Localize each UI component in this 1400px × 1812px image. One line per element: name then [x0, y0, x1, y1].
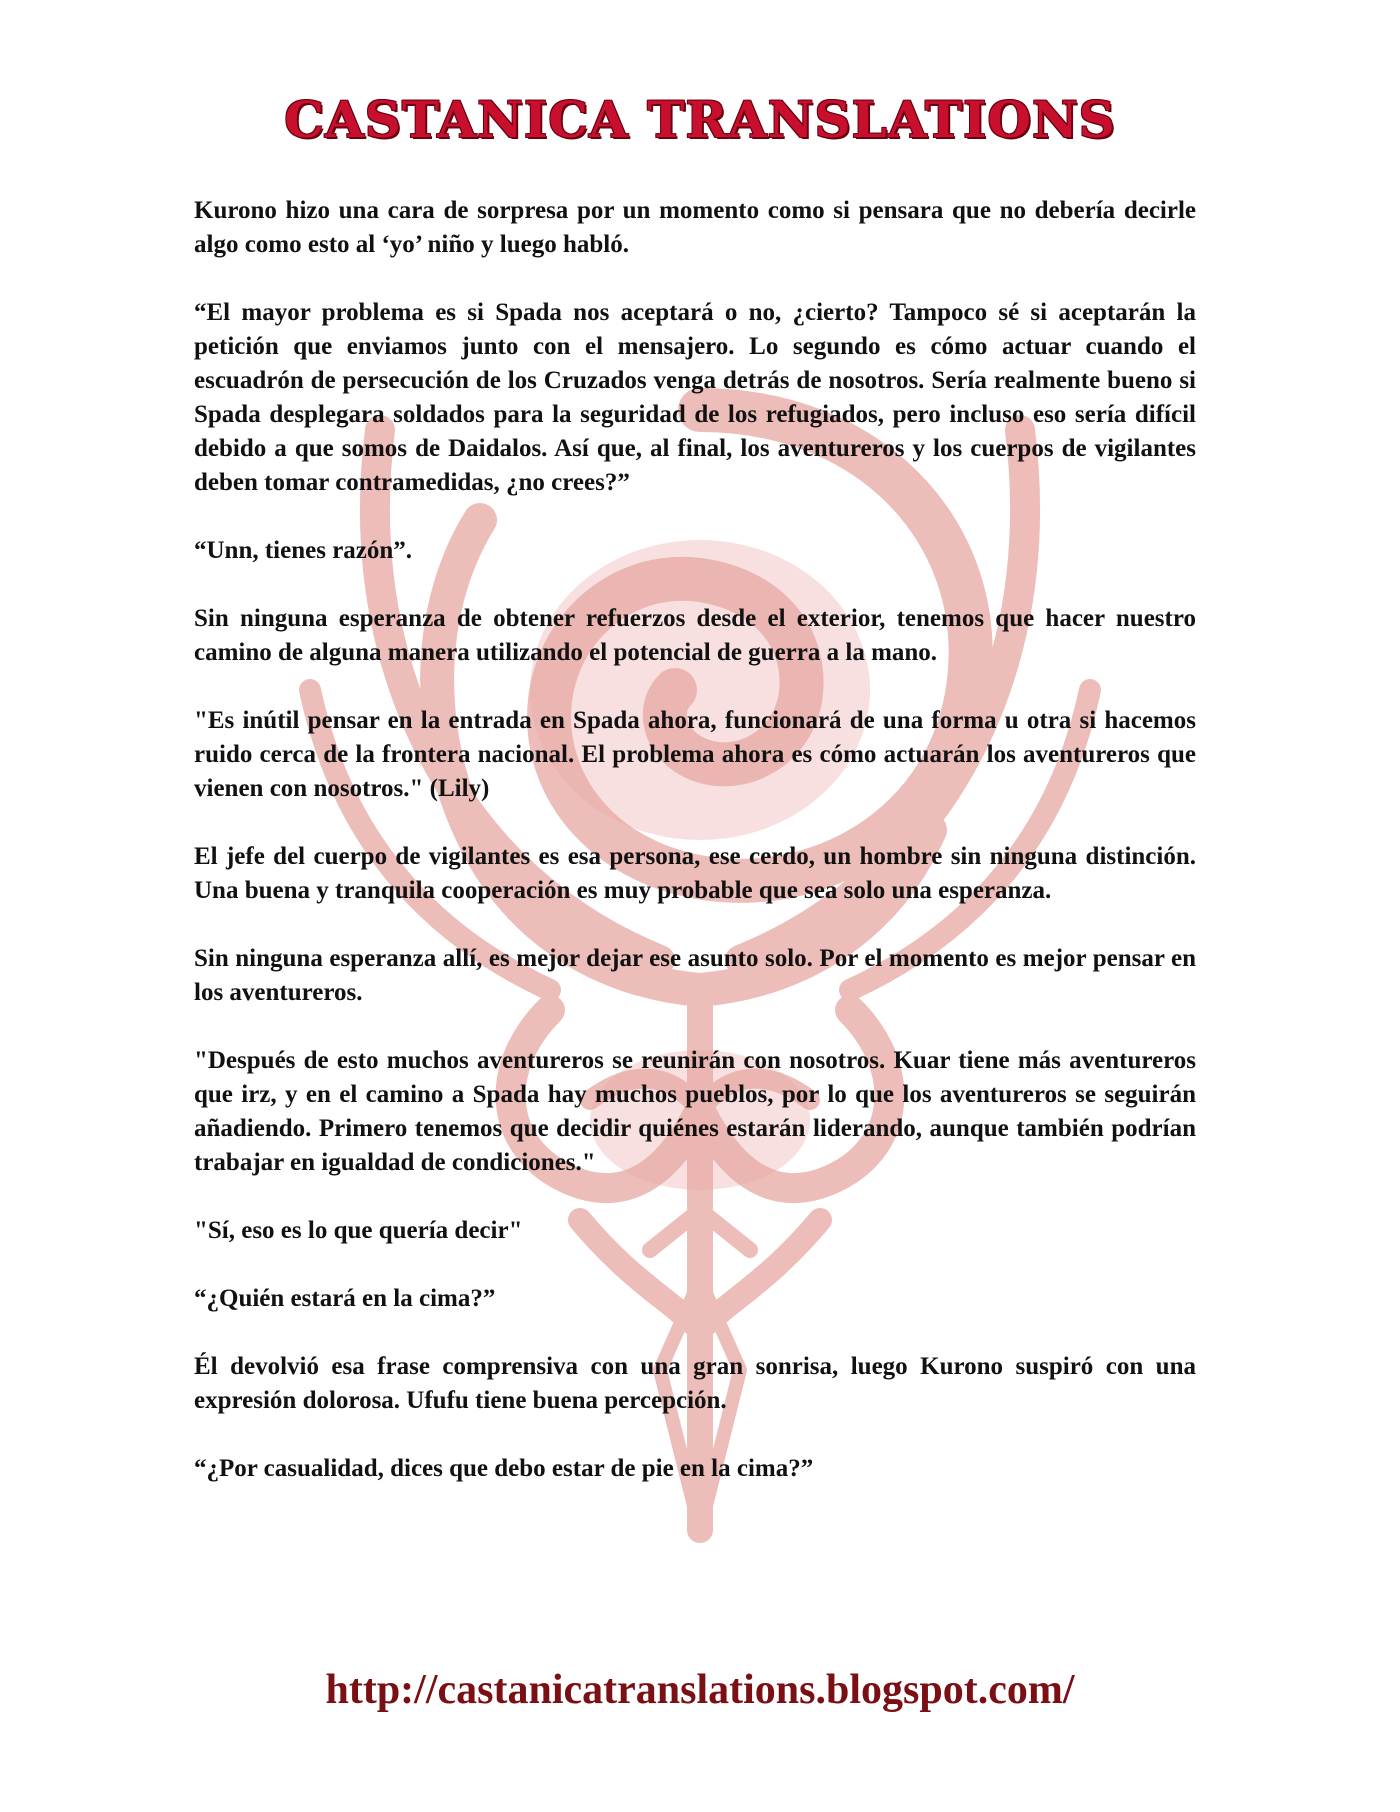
- paragraph: "Sí, eso es lo que quería decir": [194, 1217, 523, 1244]
- site-title: CASTANICA TRANSLATIONS: [284, 90, 1116, 149]
- page-header: [0, 90, 1400, 149]
- paragraph: “Unn, tienes razón”.: [194, 537, 413, 564]
- paragraph: “El mayor problema es si Spada nos aceptará o no, ¿cierto? Tampoco sé si aceptarán la petición que enviamos junto con el mensajero. Lo segundo es cómo actuar cuando el escuadrón de persecución de los Cruzados venga detrás de nosotros. Sería realmente bueno si Spada desplegara soldados para la seguridad de los refugiados, pero incluso eso sería difícil debido a que somos de Daidalos. Así que, al final, los aventureros y los cuerpos de vigilantes deben tomar contramedidas, ¿no crees?”: [194, 299, 1196, 496]
- paragraph: “¿Por casualidad, dices que debo estar de pie en la cima?”: [194, 1455, 814, 1482]
- paragraph: Sin ninguna esperanza de obtener refuerzos desde el exterior, tenemos que hacer nuestro camino de alguna manera utilizando el potencial de guerra a la mano.: [194, 605, 1196, 666]
- paragraph: “¿Quién estará en la cima?”: [194, 1285, 496, 1312]
- page-footer: [0, 1666, 1400, 1714]
- paragraph: "Después de esto muchos aventureros se reunirán con nosotros. Kuar tiene más aventureros que irz, y en el camino a Spada hay muchos pueblos, por lo que los aventureros se seguirán añadiendo. Primero tenemos que decidir quiénes estarán liderando, aunque también podrían trabajar en igualdad de condiciones.": [194, 1047, 1196, 1176]
- paragraph: El jefe del cuerpo de vigilantes es esa persona, ese cerdo, un hombre sin ninguna distinción. Una buena y tranquila cooperación es muy probable que sea solo una esperanza.: [194, 843, 1196, 904]
- paragraph: "Es inútil pensar en la entrada en Spada ahora, funcionará de una forma u otra si hacemos ruido cerca de la frontera nacional. El problema ahora es cómo actuarán los aventureros que vienen con nosotros." (Lily): [194, 707, 1196, 802]
- blog-url-link[interactable]: http://castanicatranslations.blogspot.com/: [325, 1667, 1075, 1713]
- document-body: [194, 194, 1196, 1520]
- paragraph: Él devolvió esa frase comprensiva con una gran sonrisa, luego Kurono suspiró con una expresión dolorosa. Ufufu tiene buena percepción.: [194, 1353, 1196, 1414]
- paragraph: Kurono hizo una cara de sorpresa por un momento como si pensara que no debería decirle algo como esto al ‘yo’ niño y luego habló.: [194, 197, 1196, 258]
- paragraph: Sin ninguna esperanza allí, es mejor dejar ese asunto solo. Por el momento es mejor pensar en los aventureros.: [194, 945, 1196, 1006]
